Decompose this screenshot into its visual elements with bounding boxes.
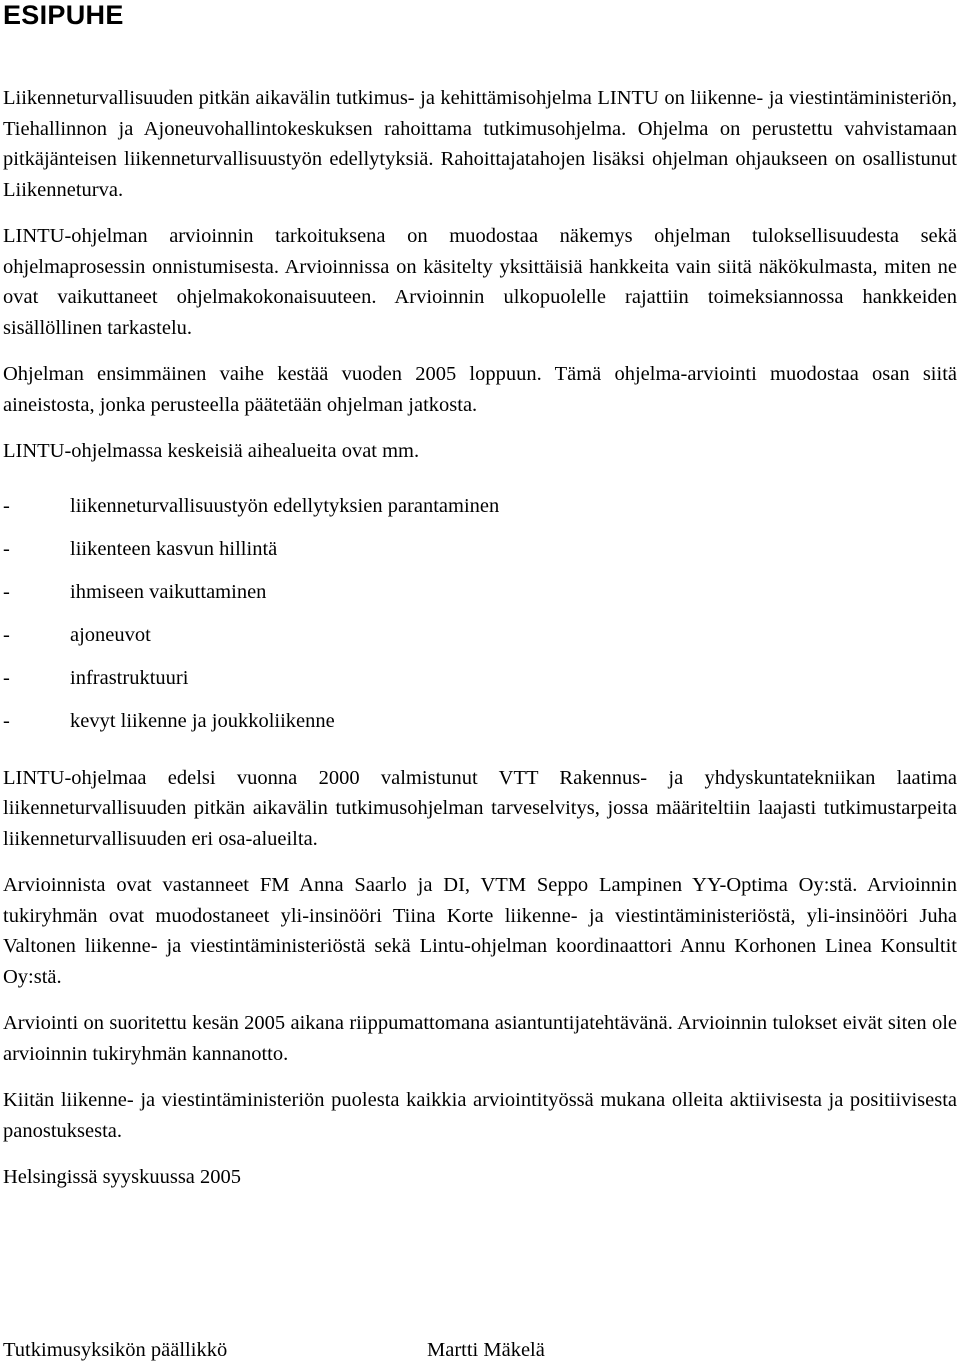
list-item bbox=[3, 492, 957, 535]
paragraph-intro: Liikenneturvallisuuden pitkän aikavälin tutkimus- ja kehittämisohjelma LINTU on liikenne- ja viestintäministeriön, Tiehallinnon ja Ajoneuvohallintokeskuksen rahoittama tutkimusohjelma. Ohjelma on perustettu vahvistamaan pitkäjänteisen liikenneturvallisuustyön edellytyksiä. Rahoittajatahojen lisäksi ohjelman ohjaukseen on osallistunut Liikenneturva. bbox=[3, 87, 957, 201]
list-item bbox=[3, 535, 957, 578]
topics-list bbox=[3, 492, 957, 750]
list-marker: - bbox=[3, 494, 10, 517]
paragraph-phase: Ohjelman ensimmäinen vaihe kestää vuoden 2005 loppuun. Tämä ohjelma-arviointi muodostaa osan siitä aineistosta, jonka perusteella päätetään ohjelman jatkosta. bbox=[3, 363, 957, 416]
list-item-text: infrastruktuuri bbox=[70, 666, 189, 689]
list-item bbox=[3, 664, 957, 707]
list-item bbox=[3, 578, 957, 621]
list-item-text: ajoneuvot bbox=[70, 623, 151, 646]
signature-name: Martti Mäkelä bbox=[427, 1339, 545, 1361]
signature-role: Tutkimusyksikön päällikkö bbox=[3, 1339, 228, 1361]
list-marker: - bbox=[3, 709, 10, 732]
list-item-text: ihmiseen vaikuttaminen bbox=[70, 580, 267, 603]
list-item bbox=[3, 707, 957, 750]
list-item-text: liikenneturvallisuustyön edellytyksien parantaminen bbox=[70, 494, 500, 517]
paragraph-thanks: Kiitän liikenne- ja viestintäministeriön puolesta kaikkia arviointityössä mukana olleita aktiivisesta ja positiivisesta panostuksesta. bbox=[3, 1089, 957, 1142]
list-marker: - bbox=[3, 623, 10, 646]
paragraph-background: LINTU-ohjelmaa edelsi vuonna 2000 valmistunut VTT Rakennus- ja yhdyskuntatekniikan laatima liikenneturvallisuuden pitkän aikavälin tutkimusohjelman tarveselvitys, jossa määriteltiin laajasti tutkimustarpeita liikenneturvallisuuden eri osa-alueilta. bbox=[3, 766, 957, 850]
list-item-text: kevyt liikenne ja joukkoliikenne bbox=[70, 709, 335, 732]
document-page bbox=[3, 0, 957, 1361]
list-marker: - bbox=[3, 580, 10, 603]
page-title: ESIPUHE bbox=[3, 0, 124, 30]
list-marker: - bbox=[3, 537, 10, 560]
list-item-text: liikenteen kasvun hillintä bbox=[70, 537, 278, 560]
paragraph-topics-intro: LINTU-ohjelmassa keskeisiä aihealueita ovat mm. bbox=[3, 440, 420, 462]
list-marker: - bbox=[3, 666, 10, 689]
paragraph-evaluators: Arvioinnista ovat vastanneet FM Anna Saarlo ja DI, VTM Seppo Lampinen YY-Optima Oy:stä. Arvioinnin tukiryhmän ovat muodostaneet yli-insinööri Tiina Korte liikenne- ja viestintäministeriöstä, yli-insinööri Juha Valtonen liikenne- ja viestintäministeriöstä sekä Lintu-ohjelman koordinaattori Annu Korhonen Linea Konsultit Oy:stä. bbox=[3, 874, 957, 988]
place-date: Helsingissä syyskuussa 2005 bbox=[3, 1166, 242, 1188]
list-item bbox=[3, 621, 957, 664]
paragraph-purpose: LINTU-ohjelman arvioinnin tarkoituksena on muodostaa näkemys ohjelman tuloksellisuudesta sekä ohjelmaprosessin onnistumisesta. Arvioinnissa on käsitelty yksittäisiä hankkeita vain siitä näkökulmasta, miten ne ovat vaikuttaneet ohjelmakokonaisuuteen. Arvioinnin ulkopuolelle rajattiin toimeksiannossa hankkeiden sisällöllinen tarkastelu. bbox=[3, 225, 957, 339]
paragraph-independence: Arviointi on suoritettu kesän 2005 aikana riippumattomana asiantuntijatehtävänä. Arvioinnin tulokset eivät siten ole arvioinnin tukiryhmän kannanotto. bbox=[3, 1012, 957, 1065]
